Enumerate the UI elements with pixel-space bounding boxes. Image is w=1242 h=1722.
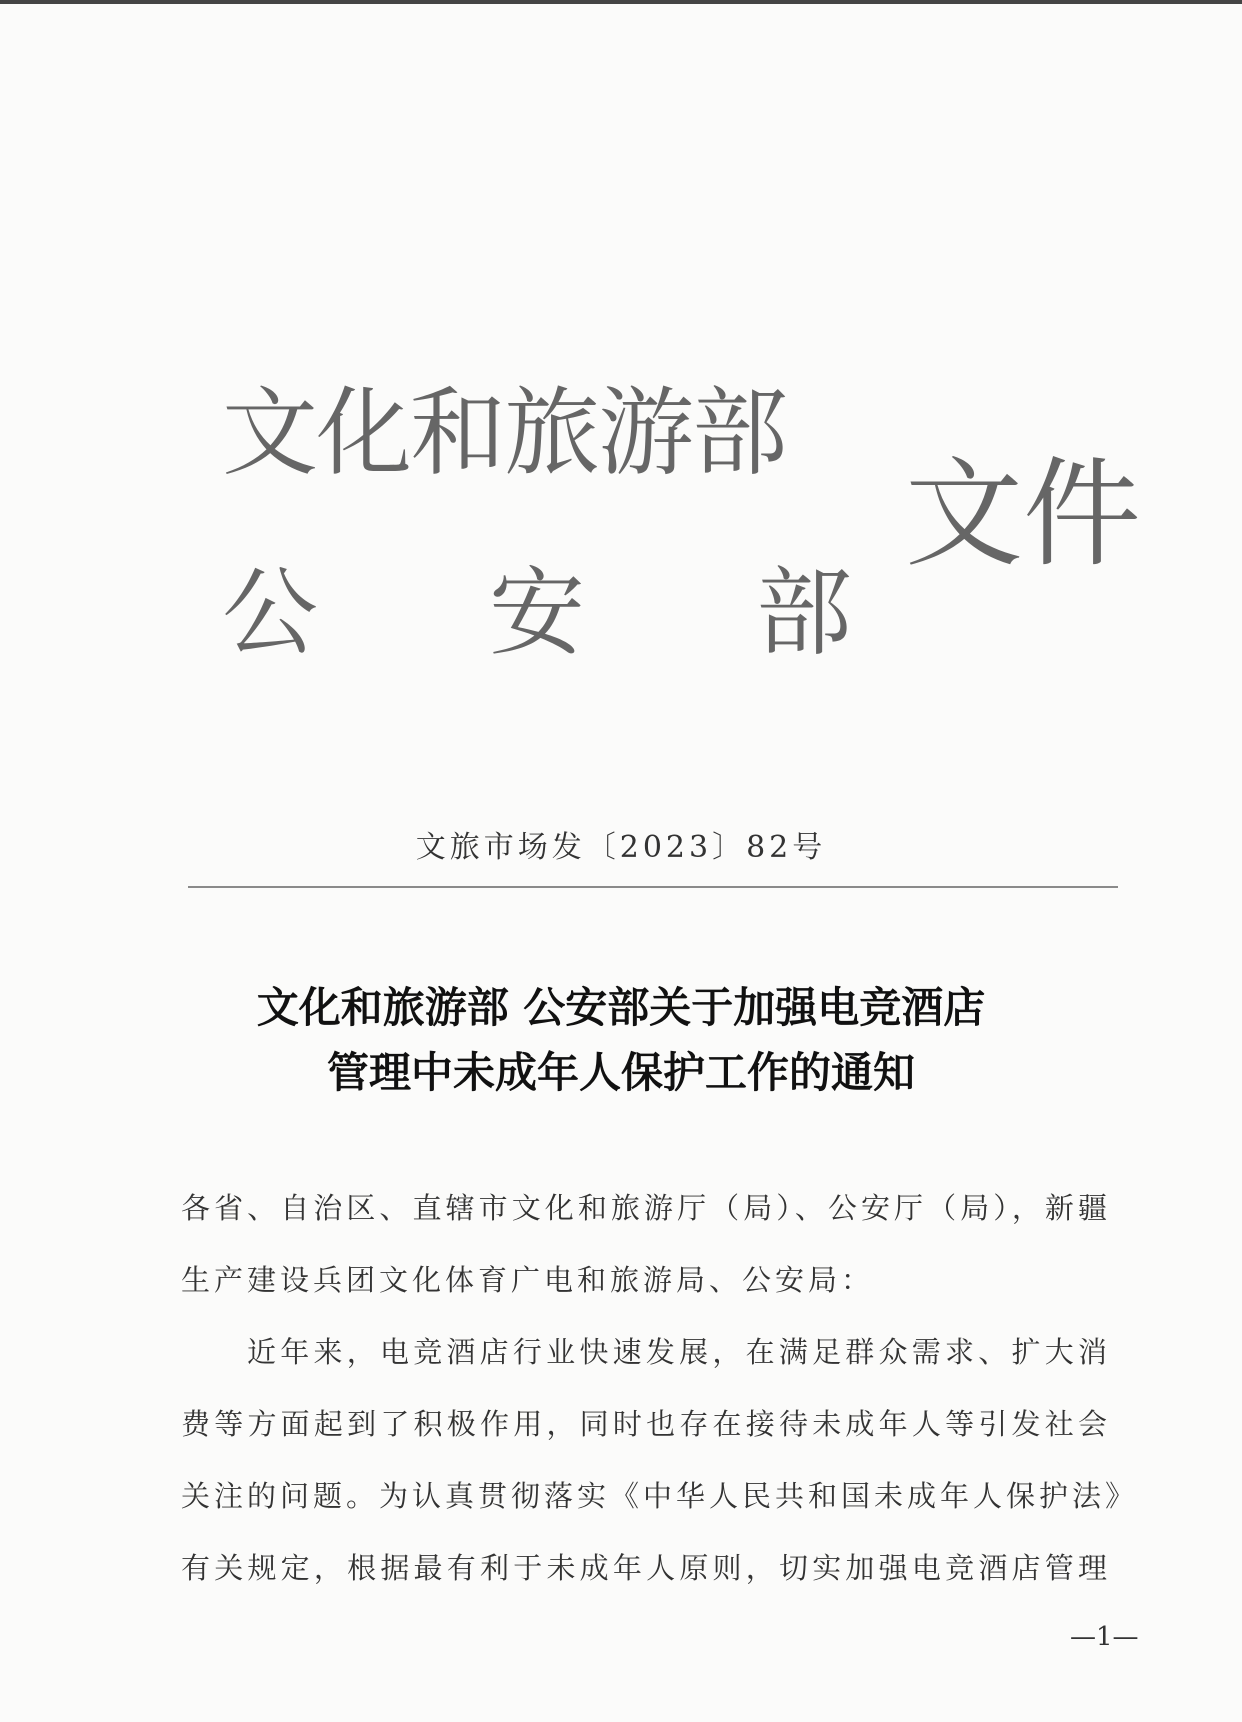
issuer-line-1: 文化和旅游部: [222, 377, 786, 489]
addressee-line: 生产建设兵团文化体育广电和旅游局、公安局：: [181, 1263, 875, 1297]
addressee-line: 各省、自治区、直辖市文化和旅游厅（局）、公安厅（局），新疆: [181, 1191, 1111, 1225]
scan-edge: [0, 0, 1242, 4]
page-number: —1—: [1070, 1622, 1139, 1652]
paragraph-line: 费等方面起到了积极作用，同时也存在接待未成年人等引发社会: [181, 1407, 1111, 1441]
title-line-2: 管理中未成年人保护工作的通知: [326, 1048, 915, 1097]
title-line-1: 文化和旅游部 公安部关于加强电竞酒店: [256, 983, 986, 1032]
paragraph-line: 关注的问题。为认真贯彻落实《中华人民共和国未成年人保护法》: [181, 1479, 1139, 1513]
issuer-line-2: [222, 557, 852, 669]
issuer-char: 部: [756, 557, 852, 669]
document-number: 文旅市场发〔2023〕82号: [415, 830, 827, 865]
paragraph-line: 有关规定，根据最有利于未成年人原则，切实加强电竞酒店管理: [181, 1551, 1111, 1585]
issuer-char: 公: [222, 557, 318, 669]
issuer-char: 安: [489, 557, 585, 669]
doc-type: 文件: [905, 445, 1142, 583]
separator-rule: [188, 886, 1118, 888]
body-text: [181, 1172, 1139, 1604]
paragraph-line: 近年来，电竞酒店行业快速发展，在满足群众需求、扩大消: [247, 1335, 1111, 1369]
